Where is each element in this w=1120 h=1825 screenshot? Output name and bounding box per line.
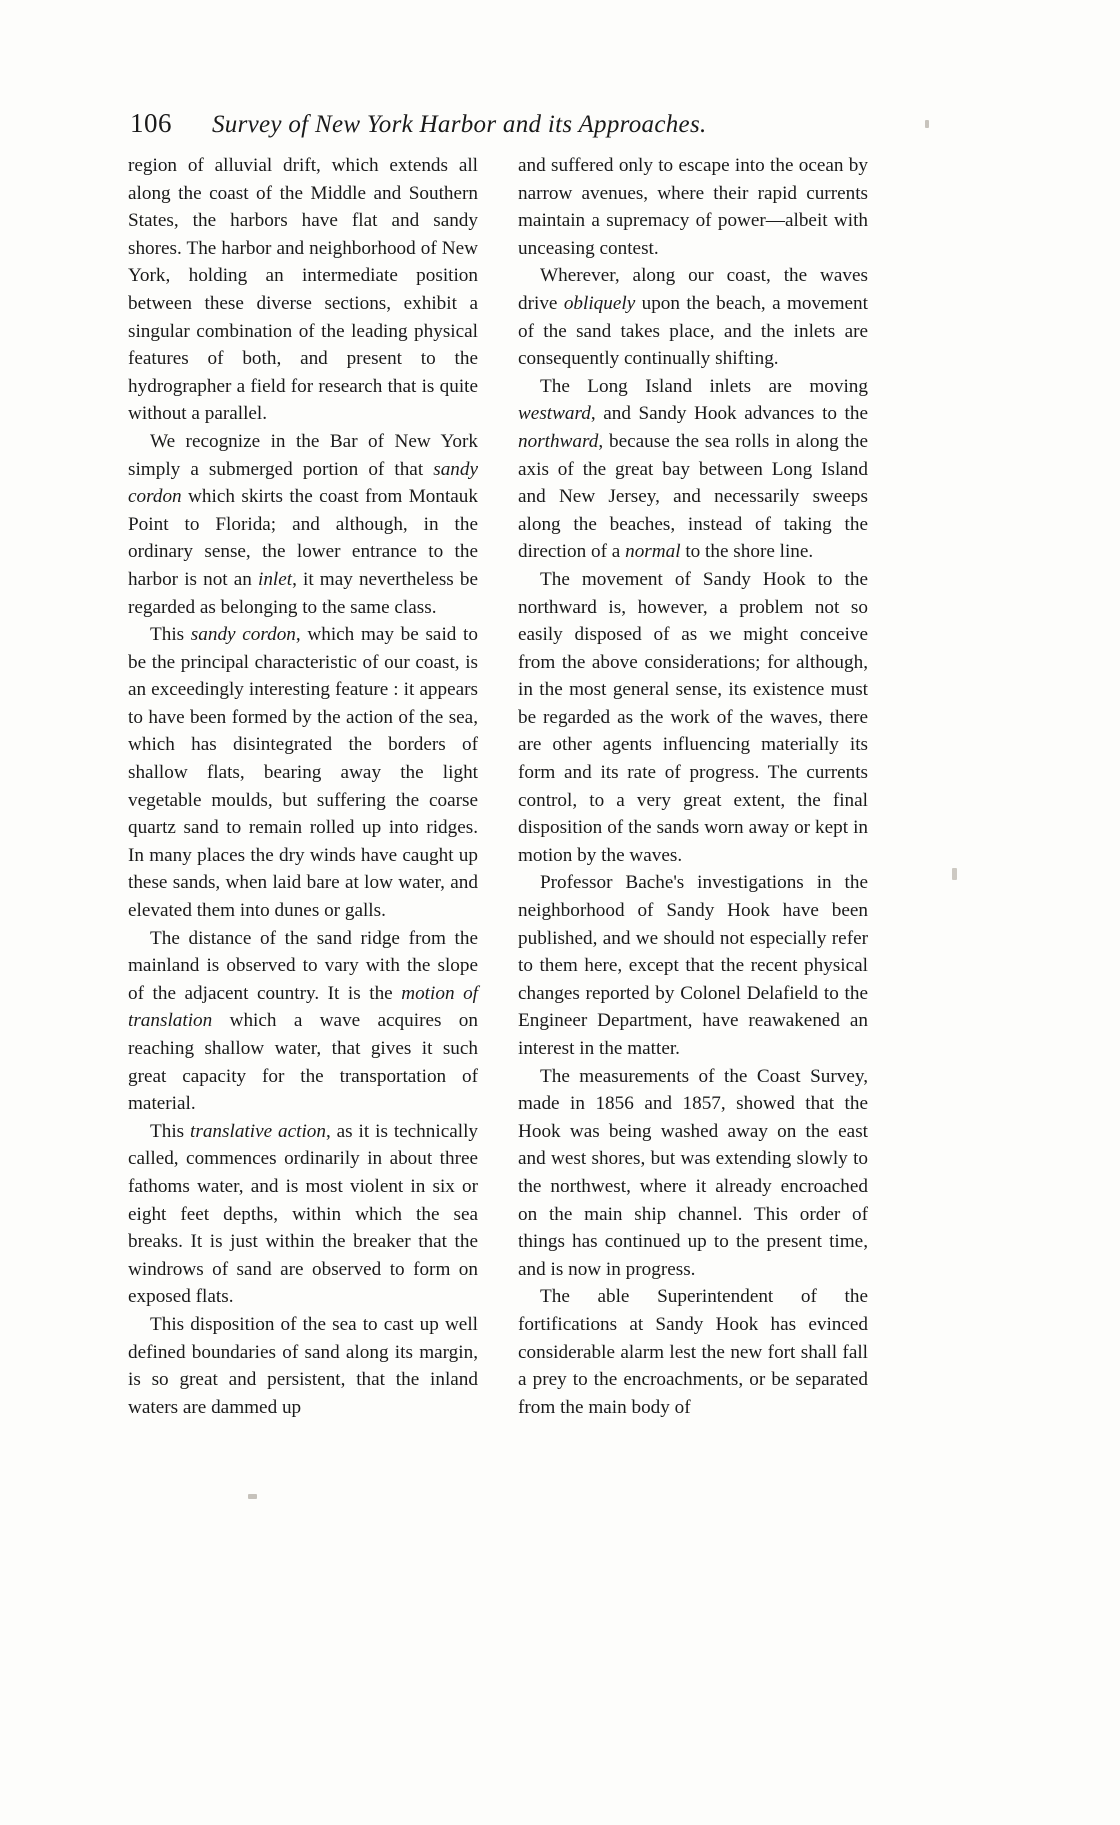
paragraph (518, 262, 868, 372)
body-text: , it may nevertheless be regarded as belonging to the same class. (128, 568, 478, 618)
page-speck (248, 1494, 257, 1499)
body-text: Wherever, along our coast, the waves drive (518, 265, 868, 314)
body-text: region of alluvial drift, which extends all along the coast of the Middle and Southern States, the harbors have flat and sandy shores. The harbor and neighborhood of New York, holding an intermediate position between these diverse sections, exhibit a singular combination of the leading physical features of both, and present to the hydrographer a field for research that is quite without a parallel. (128, 155, 478, 425)
emphasis-text: motion of translation (128, 982, 478, 1032)
paragraph (128, 621, 478, 925)
body-text: and suffered only to escape into the ocean by narrow avenues, where their rapid currents maintain a supremacy of power—albeit with unceasing contest. (518, 155, 868, 259)
body-text: This (150, 624, 191, 646)
page-number: 106 (130, 108, 172, 138)
page-speck (925, 120, 929, 128)
body-text: upon the beach, a movement of the sand takes place, and the inlets are consequently continually shifting. (518, 292, 868, 370)
body-text: The distance of the sand ridge from the mainland is observed to vary with the slope of the adjacent country. It is the (128, 927, 478, 1004)
body-text: The Long Island inlets are moving (540, 375, 868, 397)
emphasis-text: northward (518, 430, 599, 452)
paragraph (518, 869, 868, 1062)
body-text: which a wave acquires on reaching shallow water, that gives it such great capacity for the transportation of material. (128, 1010, 478, 1115)
text-body (128, 152, 868, 1421)
paragraph (518, 152, 868, 262)
body-text: , and Sandy Hook advances to the (590, 403, 868, 425)
paragraph (518, 373, 868, 566)
body-text: , as it is technically called, commences ordinarily in about three fathoms water, and is most violent in six or eight feet depths, within which the sea breaks. It is just within the breaker that the windrows of sand are observed to form on exposed flats. (128, 1120, 478, 1308)
paragraph (128, 428, 478, 621)
emphasis-text: obliquely (563, 292, 636, 314)
paragraph (518, 1283, 868, 1421)
body-text: The able Superintendent of the fortifications at Sandy Hook has evinced considerable alarm lest the new fort shall fall a prey to the encroachments, or be separated from the main body of (518, 1286, 868, 1418)
page-header (130, 108, 860, 139)
left-column (128, 152, 478, 1421)
emphasis-text: inlet (257, 568, 293, 590)
page-speck (952, 868, 957, 880)
paragraph (128, 1311, 478, 1421)
body-text: We recognize in the Bar of New York simply a submerged portion of that (128, 430, 478, 480)
right-column (518, 152, 868, 1421)
emphasis-text: sandy cordon (128, 458, 478, 508)
paragraph (518, 1063, 868, 1284)
emphasis-text: sandy cordon (190, 624, 296, 646)
body-text: The movement of Sandy Hook to the northward is, however, a problem not so easily disposed of as we might conceive from the above considerations; for although, in the most general sense, its existence must be regarded as the work of the waves, there are other agents influencing materially its form and its rate of progress. The currents control, to a very great extent, the final disposition of the sands worn away or kept in motion by the waves. (518, 568, 868, 866)
body-text: to the shore line. (680, 541, 814, 563)
paragraph (518, 566, 868, 870)
body-text: , because the sea rolls in along the axis of the great bay between Long Island and New Jersey, and necessarily sweeps along the beaches, instead of taking the direction of a (518, 430, 868, 563)
body-text: , which may be said to be the principal characteristic of our coast, is an exceedingly interesting feature : it appears to have been formed by the action of the sea, which has disintegrated the borders of shallow flats, bearing away the light vegetable moulds, but suffering the coarse quartz sand to remain rolled up into ridges. In many places the dry winds have caught up these sands, when laid bare at low water, and elevated them into dunes or galls. (128, 624, 478, 922)
body-text: This disposition of the sea to cast up well defined boundaries of sand along its margin, is so great and persistent, that the inland waters are dammed up (128, 1313, 478, 1418)
body-text: This (150, 1120, 191, 1142)
emphasis-text: westward (518, 403, 591, 425)
paragraph (128, 925, 478, 1118)
emphasis-text: translative action (190, 1120, 326, 1142)
emphasis-text: normal (625, 541, 681, 563)
body-text: The measurements of the Coast Survey, made in 1856 and 1857, showed that the Hook was being washed away on the east and west shores, but was extending slowly to the northwest, where it already encroached on the main ship channel. This order of things has continued up to the present time, and is now in progress. (518, 1065, 868, 1280)
running-title: Survey of New York Harbor and its Approaches. (212, 111, 707, 138)
body-text: Professor Bache's investigations in the neighborhood of Sandy Hook have been published, and we should not especially refer to them here, except that the recent physical changes reported by Colonel Delafield to the Engineer Department, have reawakened an interest in the matter. (518, 872, 868, 1059)
paragraph (128, 152, 478, 428)
paragraph (128, 1118, 478, 1311)
body-text: which skirts the coast from Montauk Point to Florida; and although, in the ordinary sense, the lower entrance to the harbor is not an (128, 486, 478, 590)
